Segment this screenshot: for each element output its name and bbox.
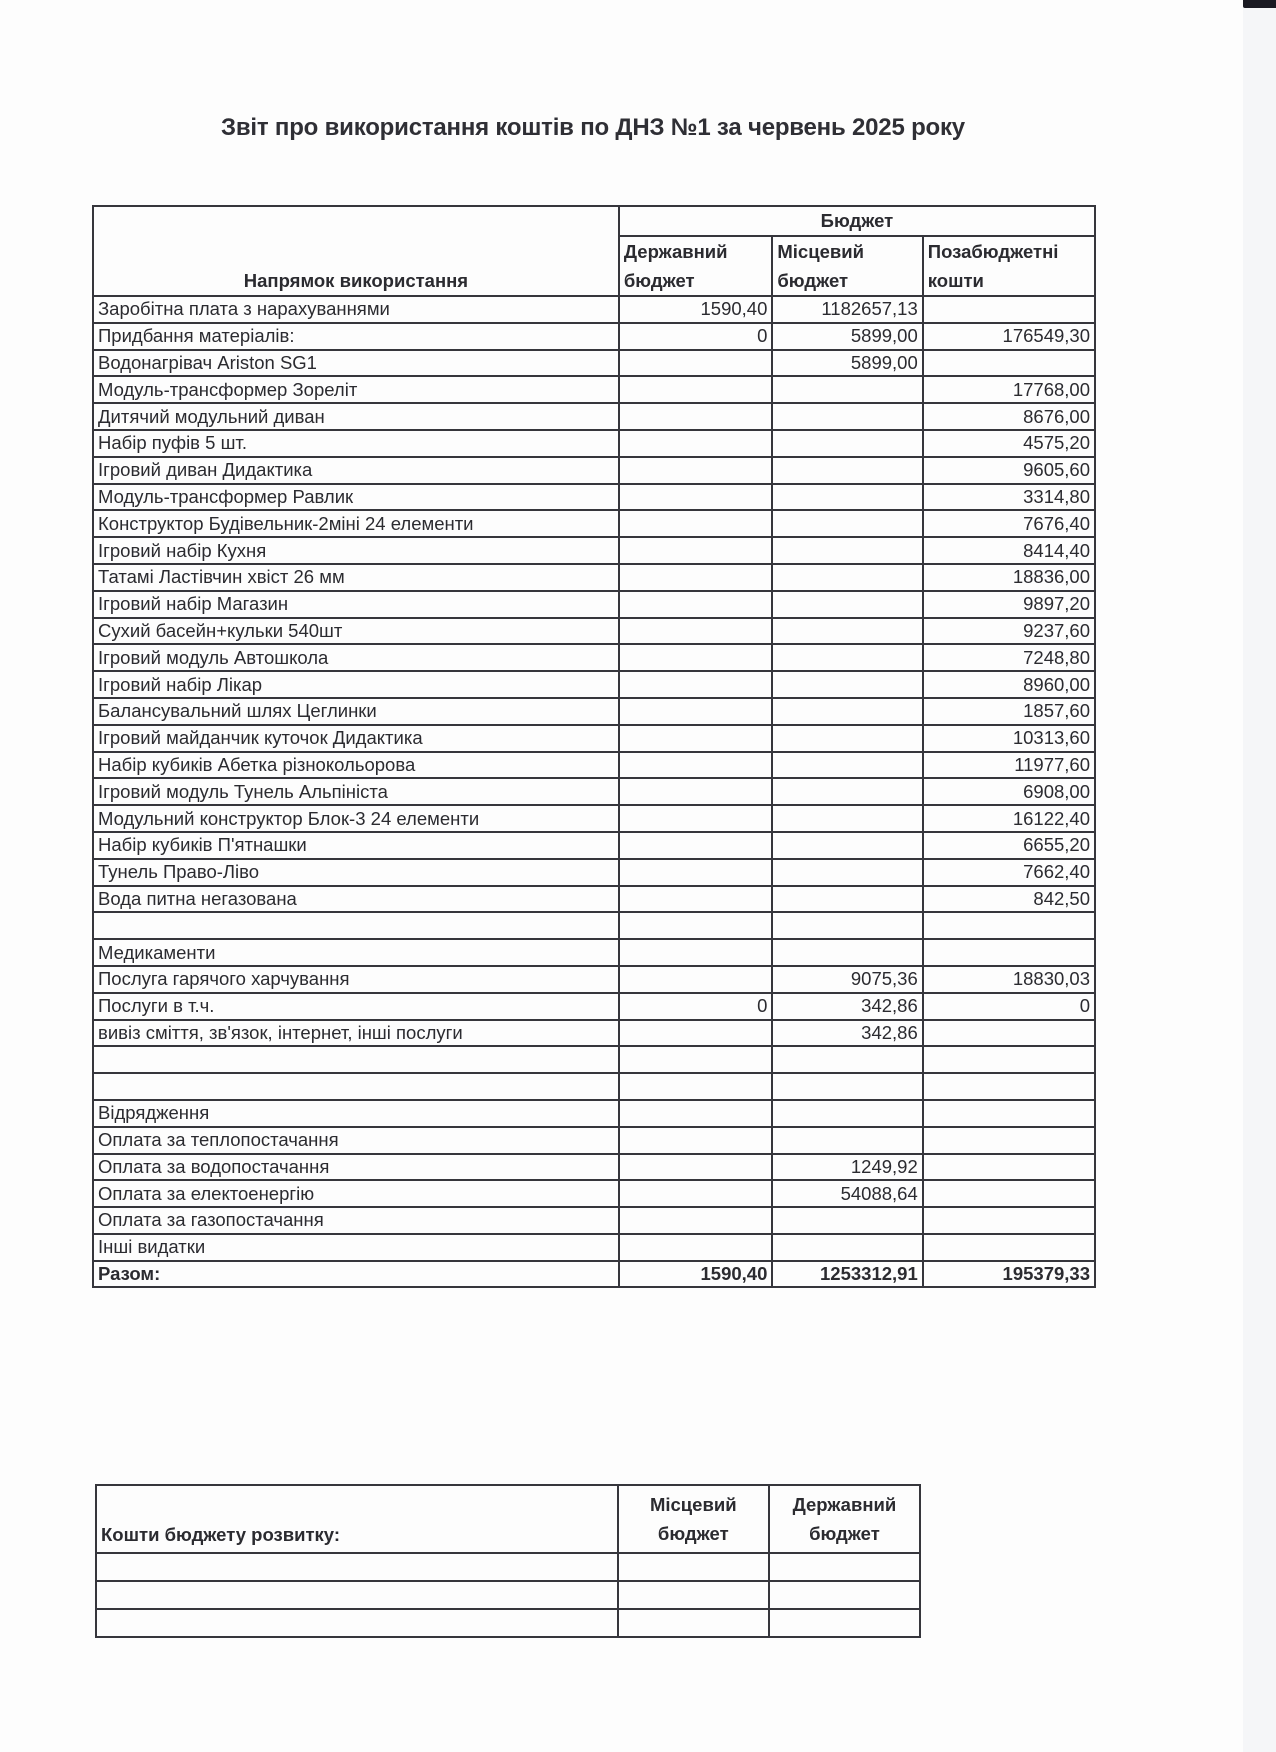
table-row xyxy=(93,778,1095,805)
header-local-budget: Місцевий бюджет xyxy=(772,236,922,296)
cell-extra-budget xyxy=(923,1073,1095,1100)
cell-local-budget: 342,86 xyxy=(772,993,922,1020)
dev-table-row xyxy=(96,1609,920,1637)
cell-local-budget xyxy=(772,1046,922,1073)
cell-local-budget xyxy=(772,1234,922,1261)
cell-state-budget xyxy=(619,376,773,403)
row-label: Оплата за газопостачання xyxy=(93,1207,619,1234)
cell-local-budget xyxy=(772,564,922,591)
cell-local-budget: 5899,00 xyxy=(772,323,922,350)
table-row xyxy=(93,376,1095,403)
cell-local-budget: 1182657,13 xyxy=(772,296,922,323)
row-label: Сухий басейн+кульки 540шт xyxy=(93,618,619,645)
cell-extra-budget: 6655,20 xyxy=(923,832,1095,859)
cell-extra-budget: 842,50 xyxy=(923,886,1095,913)
dev-header-label: Кошти бюджету розвитку: xyxy=(96,1485,618,1553)
row-label: Конструктор Будівельник-2міні 24 елементи xyxy=(93,510,619,537)
row-label: Відрядження xyxy=(93,1100,619,1127)
cell-local-budget xyxy=(772,698,922,725)
table-row xyxy=(93,1234,1095,1261)
dev-cell-state-budget xyxy=(769,1553,920,1581)
cell-state-budget xyxy=(619,1154,773,1181)
row-label: Набір пуфів 5 шт. xyxy=(93,430,619,457)
row-label: Придбання матеріалів: xyxy=(93,323,619,350)
dev-header-row xyxy=(96,1485,920,1553)
table-row xyxy=(93,644,1095,671)
table-row xyxy=(93,457,1095,484)
cell-extra-budget: 17768,00 xyxy=(923,376,1095,403)
table-row xyxy=(93,671,1095,698)
dev-row-label xyxy=(96,1553,618,1581)
cell-state-budget: 1590,40 xyxy=(619,296,773,323)
table-row xyxy=(93,1154,1095,1181)
cell-local-budget xyxy=(772,886,922,913)
dev-table-row xyxy=(96,1581,920,1609)
table-row xyxy=(93,1046,1095,1073)
table-row xyxy=(93,1207,1095,1234)
cell-extra-budget: 4575,20 xyxy=(923,430,1095,457)
row-label: Ігровий диван Дидактика xyxy=(93,457,619,484)
cell-local-budget xyxy=(772,939,922,966)
cell-local-budget xyxy=(772,752,922,779)
cell-extra-budget xyxy=(923,1127,1095,1154)
cell-local-budget xyxy=(772,778,922,805)
cell-extra-budget: 18830,03 xyxy=(923,966,1095,993)
cell-state-budget xyxy=(619,430,773,457)
cell-extra-budget xyxy=(923,1207,1095,1234)
table-row xyxy=(93,1073,1095,1100)
row-label: Оплата за електоенергію xyxy=(93,1180,619,1207)
total-row xyxy=(93,1261,1095,1288)
cell-local-budget xyxy=(772,671,922,698)
cell-extra-budget xyxy=(923,296,1095,323)
table-row xyxy=(93,618,1095,645)
cell-state-budget xyxy=(619,966,773,993)
cell-local-budget xyxy=(772,591,922,618)
row-label: Балансувальний шлях Цеглинки xyxy=(93,698,619,725)
dev-cell-state-budget xyxy=(769,1581,920,1609)
row-label: Модульний конструктор Блок-3 24 елементи xyxy=(93,805,619,832)
cell-extra-budget: 3314,80 xyxy=(923,484,1095,511)
cell-local-budget xyxy=(772,1073,922,1100)
cell-local-budget xyxy=(772,859,922,886)
cell-local-budget: 9075,36 xyxy=(772,966,922,993)
cell-local-budget xyxy=(772,832,922,859)
cell-local-budget xyxy=(772,376,922,403)
cell-extra-budget xyxy=(923,1154,1095,1181)
row-label: Ігровий модуль Автошкола xyxy=(93,644,619,671)
row-label: Дитячий модульний диван xyxy=(93,403,619,430)
row-label xyxy=(93,1073,619,1100)
cell-local-budget xyxy=(772,912,922,939)
row-label: Медикаменти xyxy=(93,939,619,966)
cell-state-budget xyxy=(619,1046,773,1073)
row-label: Набір кубиків Абетка різнокольорова xyxy=(93,752,619,779)
cell-state-budget xyxy=(619,1020,773,1047)
scan-corner-mark xyxy=(1243,0,1276,8)
row-label: Послуга гарячого харчування xyxy=(93,966,619,993)
table-row xyxy=(93,939,1095,966)
cell-extra-budget: 8676,00 xyxy=(923,403,1095,430)
dev-cell-local-budget xyxy=(618,1553,769,1581)
cell-extra-budget: 176549,30 xyxy=(923,323,1095,350)
cell-state-budget xyxy=(619,1100,773,1127)
cell-state-budget xyxy=(619,778,773,805)
cell-extra-budget: 9897,20 xyxy=(923,591,1095,618)
header-budget-group: Бюджет xyxy=(619,206,1095,236)
cell-state-budget xyxy=(619,886,773,913)
table-row xyxy=(93,886,1095,913)
cell-local-budget: 1249,92 xyxy=(772,1154,922,1181)
table-row xyxy=(93,832,1095,859)
cell-extra-budget: 10313,60 xyxy=(923,725,1095,752)
header-extra-budget: Позабюджетні кошти xyxy=(923,236,1095,296)
dev-cell-state-budget xyxy=(769,1609,920,1637)
cell-state-budget xyxy=(619,1127,773,1154)
dev-header-state-budget: Державний бюджет xyxy=(769,1485,920,1553)
dev-row-label xyxy=(96,1609,618,1637)
cell-extra-budget: 9605,60 xyxy=(923,457,1095,484)
cell-local-budget xyxy=(772,1127,922,1154)
row-label xyxy=(93,912,619,939)
cell-extra-budget xyxy=(923,1180,1095,1207)
cell-state-budget xyxy=(619,698,773,725)
cell-local-budget xyxy=(772,1207,922,1234)
dev-row-label xyxy=(96,1581,618,1609)
cell-extra-budget: 7248,80 xyxy=(923,644,1095,671)
table-row xyxy=(93,1020,1095,1047)
cell-extra-budget: 16122,40 xyxy=(923,805,1095,832)
cell-local-budget xyxy=(772,644,922,671)
cell-state-budget xyxy=(619,403,773,430)
table-row xyxy=(93,725,1095,752)
row-label: Модуль-трансформер Равлик xyxy=(93,484,619,511)
cell-local-budget xyxy=(772,484,922,511)
cell-local-budget: 54088,64 xyxy=(772,1180,922,1207)
table-row xyxy=(93,510,1095,537)
cell-state-budget: 0 xyxy=(619,993,773,1020)
table-row xyxy=(93,591,1095,618)
cell-local-budget xyxy=(772,1100,922,1127)
table-row xyxy=(93,350,1095,377)
row-label: Оплата за теплопостачання xyxy=(93,1127,619,1154)
row-label: Ігровий модуль Тунель Альпініста xyxy=(93,778,619,805)
row-label: Модуль-трансформер Зореліт xyxy=(93,376,619,403)
table-row xyxy=(93,966,1095,993)
cell-state-budget xyxy=(619,939,773,966)
development-budget-table xyxy=(95,1484,921,1638)
table-row xyxy=(93,1100,1095,1127)
table-row xyxy=(93,1127,1095,1154)
cell-extra-budget: 9237,60 xyxy=(923,618,1095,645)
cell-extra-budget xyxy=(923,912,1095,939)
row-label: Ігровий набір Кухня xyxy=(93,537,619,564)
row-label: Оплата за водопостачання xyxy=(93,1154,619,1181)
cell-state-budget xyxy=(619,1180,773,1207)
cell-extra-budget: 0 xyxy=(923,993,1095,1020)
cell-state-budget xyxy=(619,859,773,886)
cell-local-budget xyxy=(772,430,922,457)
table-row xyxy=(93,912,1095,939)
cell-extra-budget: 7662,40 xyxy=(923,859,1095,886)
cell-local-budget xyxy=(772,725,922,752)
row-label: Водонагрівач Ariston SG1 xyxy=(93,350,619,377)
cell-state-budget xyxy=(619,912,773,939)
header-state-budget: Державний бюджет xyxy=(619,236,773,296)
cell-extra-budget: 6908,00 xyxy=(923,778,1095,805)
cell-state-budget xyxy=(619,350,773,377)
cell-extra-budget: 11977,60 xyxy=(923,752,1095,779)
cell-state-budget xyxy=(619,537,773,564)
cell-state-budget xyxy=(619,484,773,511)
table-row xyxy=(93,859,1095,886)
cell-state-budget xyxy=(619,1234,773,1261)
table-row xyxy=(93,537,1095,564)
cell-local-budget: 342,86 xyxy=(772,1020,922,1047)
cell-extra-budget xyxy=(923,1020,1095,1047)
cell-local-budget xyxy=(772,537,922,564)
dev-header-local-budget: Місцевий бюджет xyxy=(618,1485,769,1553)
row-label: Набір кубиків П'ятнашки xyxy=(93,832,619,859)
table-row xyxy=(93,323,1095,350)
table-row xyxy=(93,484,1095,511)
cell-extra-budget xyxy=(923,939,1095,966)
cell-state-budget xyxy=(619,1073,773,1100)
cell-state-budget xyxy=(619,725,773,752)
cell-extra-budget: 1857,60 xyxy=(923,698,1095,725)
cell-extra-budget xyxy=(923,1046,1095,1073)
table-row xyxy=(93,1180,1095,1207)
dev-cell-local-budget xyxy=(618,1609,769,1637)
table-row xyxy=(93,805,1095,832)
cell-state-budget xyxy=(619,752,773,779)
cell-state-budget: 0 xyxy=(619,323,773,350)
cell-local-budget xyxy=(772,618,922,645)
cell-state-budget xyxy=(619,564,773,591)
cell-local-budget: 5899,00 xyxy=(772,350,922,377)
row-label: Послуги в т.ч. xyxy=(93,993,619,1020)
table-row xyxy=(93,752,1095,779)
cell-local-budget xyxy=(772,510,922,537)
row-label xyxy=(93,1046,619,1073)
header-direction: Напрямок використання xyxy=(93,206,619,296)
row-label: Татамі Ластівчин хвіст 26 мм xyxy=(93,564,619,591)
cell-state-budget xyxy=(619,1207,773,1234)
cell-extra-budget: 195379,33 xyxy=(923,1261,1095,1288)
dev-table-row xyxy=(96,1553,920,1581)
cell-local-budget xyxy=(772,457,922,484)
row-label: Ігровий майданчик куточок Дидактика xyxy=(93,725,619,752)
cell-state-budget xyxy=(619,457,773,484)
cell-extra-budget: 18836,00 xyxy=(923,564,1095,591)
cell-extra-budget: 8960,00 xyxy=(923,671,1095,698)
cell-state-budget xyxy=(619,805,773,832)
cell-local-budget xyxy=(772,403,922,430)
header-row-group xyxy=(93,206,1095,236)
cell-extra-budget: 8414,40 xyxy=(923,537,1095,564)
row-label: Ігровий набір Магазин xyxy=(93,591,619,618)
row-label: Ігровий набір Лікар xyxy=(93,671,619,698)
row-label: Тунель Право-Ліво xyxy=(93,859,619,886)
row-label: Вода питна негазована xyxy=(93,886,619,913)
table-row xyxy=(93,296,1095,323)
table-row xyxy=(93,993,1095,1020)
table-row xyxy=(93,698,1095,725)
row-label: Заробітна плата з нарахуваннями xyxy=(93,296,619,323)
scan-edge-strip xyxy=(1243,0,1276,1752)
row-label: вивіз сміття, зв'язок, інтернет, інші послуги xyxy=(93,1020,619,1047)
cell-state-budget: 1590,40 xyxy=(619,1261,773,1288)
cell-extra-budget xyxy=(923,1100,1095,1127)
cell-extra-budget: 7676,40 xyxy=(923,510,1095,537)
expenditure-table xyxy=(92,205,1096,1288)
cell-local-budget: 1253312,91 xyxy=(772,1261,922,1288)
cell-state-budget xyxy=(619,832,773,859)
cell-extra-budget xyxy=(923,1234,1095,1261)
row-label: Разом: xyxy=(93,1261,619,1288)
cell-local-budget xyxy=(772,805,922,832)
cell-extra-budget xyxy=(923,350,1095,377)
dev-cell-local-budget xyxy=(618,1581,769,1609)
table-row xyxy=(93,564,1095,591)
cell-state-budget xyxy=(619,510,773,537)
table-row xyxy=(93,430,1095,457)
cell-state-budget xyxy=(619,644,773,671)
cell-state-budget xyxy=(619,618,773,645)
cell-state-budget xyxy=(619,591,773,618)
row-label: Інші видатки xyxy=(93,1234,619,1261)
cell-state-budget xyxy=(619,671,773,698)
table-row xyxy=(93,403,1095,430)
report-title: Звіт про використання коштів по ДНЗ №1 за червень 2025 року xyxy=(221,114,965,141)
